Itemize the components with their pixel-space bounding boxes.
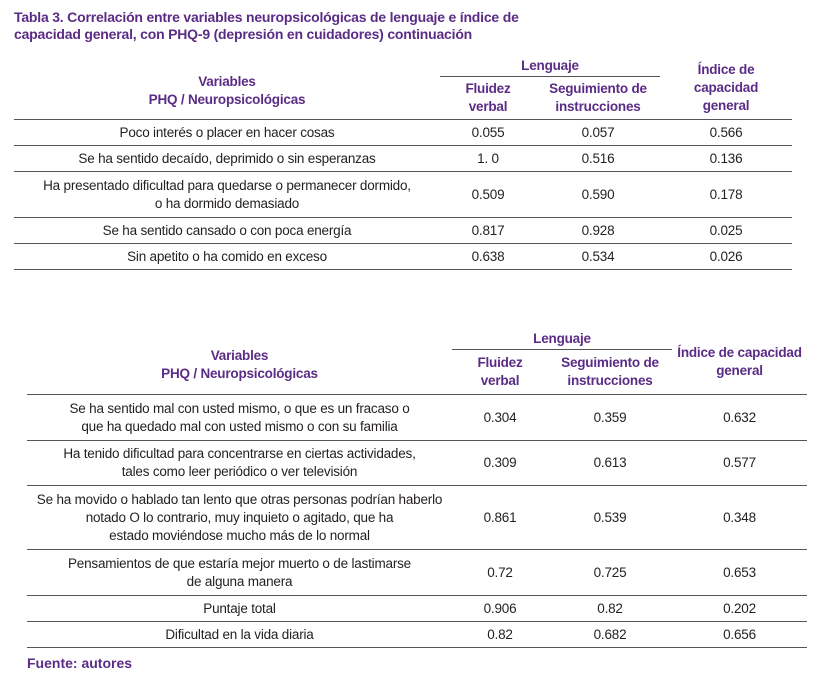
header-indice-line-1: Índice de capacidad (693, 61, 759, 95)
header-variables-line-2: PHQ / Neuropsicológicas (161, 365, 318, 381)
header-fluidez-line-1: Fluidez (465, 81, 511, 96)
row-label-line: Se ha sentido decaído, deprimido o sin esperanzas (78, 150, 376, 166)
header-indice-line-1: Índice de capacidad (677, 344, 802, 360)
row-label-line: Ha tenido dificultad para concentrarse en ciertas actividades, (63, 446, 416, 461)
value-fluidez: 0.509 (440, 172, 536, 218)
correlation-table-2 (27, 329, 807, 648)
header-lenguaje-group: Lenguaje (452, 329, 672, 350)
header-fluidez-verbal (452, 350, 548, 395)
value-fluidez: 0.82 (452, 622, 548, 648)
value-seguimiento: 0.057 (536, 120, 660, 146)
table-caption (14, 9, 634, 43)
value-fluidez: 0.055 (440, 120, 536, 146)
header-seguimiento-line-2: instrucciones (567, 373, 653, 388)
header-variables-line-1: Variables (210, 347, 269, 363)
header-seguimiento-line-2: instrucciones (555, 99, 641, 114)
table-row (27, 550, 807, 596)
value-indice: 0.025 (660, 218, 792, 244)
value-indice: 0.348 (672, 486, 807, 550)
value-fluidez: 1. 0 (440, 146, 536, 172)
value-fluidez: 0.304 (452, 395, 548, 441)
value-seguimiento: 0.516 (536, 146, 660, 172)
header-fluidez-line-2: verbal (480, 373, 520, 388)
value-fluidez: 0.638 (440, 244, 536, 270)
row-label (27, 596, 452, 622)
row-label (27, 550, 452, 596)
value-seguimiento: 0.590 (536, 172, 660, 218)
header-variables-line-2: PHQ / Neuropsicológicas (148, 91, 306, 107)
table-row (14, 120, 792, 146)
value-fluidez: 0.817 (440, 218, 536, 244)
row-label-line: estado moviéndose mucho más de lo normal (109, 527, 370, 543)
correlation-table-1 (14, 56, 792, 270)
value-indice: 0.653 (672, 550, 807, 596)
header-variables (27, 329, 452, 395)
header-seguimiento-instrucciones (536, 77, 660, 120)
value-indice: 0.632 (672, 395, 807, 441)
row-label-line: Se ha sentido mal con usted mismo, o que es un fracaso o (69, 400, 410, 416)
header-variables (14, 56, 440, 120)
header-indice-line-2: general (716, 362, 763, 378)
header-lenguaje-group: Lenguaje (440, 56, 660, 77)
header-seguimiento-line-1: Seguimiento de (549, 81, 647, 96)
table-row (14, 172, 792, 218)
header-seguimiento-instrucciones (548, 350, 672, 395)
row-label-line: Sin apetito o ha comido en exceso (127, 248, 327, 264)
row-label-line: que ha quedado mal con usted mismo o con su familia (81, 418, 398, 434)
value-seguimiento: 0.928 (536, 218, 660, 244)
row-label (14, 146, 440, 172)
header-fluidez-verbal (440, 77, 536, 120)
value-indice: 0.656 (672, 622, 807, 648)
table-row (27, 486, 807, 550)
header-seguimiento-line-1: Seguimiento de (561, 355, 659, 370)
value-seguimiento: 0.82 (548, 596, 672, 622)
row-label (14, 172, 440, 218)
table-row (14, 244, 792, 270)
value-indice: 0.178 (660, 172, 792, 218)
value-indice: 0.577 (672, 441, 807, 486)
row-label-line: Se ha movido o hablado tan lento que otras personas podrían haberlo (36, 491, 443, 507)
row-label (14, 218, 440, 244)
row-label-line: Dificultad en la vida diaria (165, 626, 314, 642)
header-variables-line-1: Variables (198, 73, 256, 89)
header-indice-capacidad (672, 329, 807, 395)
header-fluidez-line-2: verbal (468, 99, 508, 114)
header-indice-line-2: general (702, 97, 750, 113)
table-row (27, 622, 807, 648)
caption-line-1: Tabla 3. Correlación entre variables neuropsicológicas de lenguaje e índice de (14, 9, 519, 25)
value-fluidez: 0.72 (452, 550, 548, 596)
value-indice: 0.566 (660, 120, 792, 146)
value-seguimiento: 0.359 (548, 395, 672, 441)
value-fluidez: 0.861 (452, 486, 548, 550)
row-label (14, 120, 440, 146)
row-label-line: de alguna manera (186, 573, 293, 589)
value-indice: 0.202 (672, 596, 807, 622)
row-label (27, 486, 452, 550)
row-label-line: Pensamientos de que estaría mejor muerto o de lastimarse (68, 555, 411, 571)
source-note: Fuente: autores (27, 655, 133, 671)
row-label (27, 441, 452, 486)
header-indice-capacidad (660, 56, 792, 120)
value-fluidez: 0.309 (452, 441, 548, 486)
value-indice: 0.136 (660, 146, 792, 172)
value-indice: 0.026 (660, 244, 792, 270)
row-label (27, 622, 452, 648)
row-label-line: Puntaje total (203, 600, 276, 616)
table-row (14, 218, 792, 244)
row-label-line: Ha presentado dificultad para quedarse o permanecer dormido, (43, 177, 411, 193)
row-label-line: o ha dormido demasiado (154, 195, 300, 211)
table-row (27, 596, 807, 622)
table-row (14, 146, 792, 172)
value-seguimiento: 0.725 (548, 550, 672, 596)
row-label-line: tales como leer periódico o ver televisión (121, 464, 358, 479)
value-fluidez: 0.906 (452, 596, 548, 622)
header-fluidez-line-1: Fluidez (477, 355, 523, 370)
row-label-line: Se ha sentido cansado o con poca energía (102, 222, 352, 238)
value-seguimiento: 0.539 (548, 486, 672, 550)
value-seguimiento: 0.613 (548, 441, 672, 486)
row-label-line: Poco interés o placer en hacer cosas (119, 124, 335, 140)
value-seguimiento: 0.534 (536, 244, 660, 270)
row-label (14, 244, 440, 270)
row-label (27, 395, 452, 441)
value-seguimiento: 0.682 (548, 622, 672, 648)
caption-line-2: capacidad general, con PHQ-9 (depresión en cuidadores) continuación (14, 26, 473, 42)
row-label-line: notado O lo contrario, muy inquieto o agitado, que ha (85, 509, 394, 525)
table-row (27, 395, 807, 441)
table-row (27, 441, 807, 486)
